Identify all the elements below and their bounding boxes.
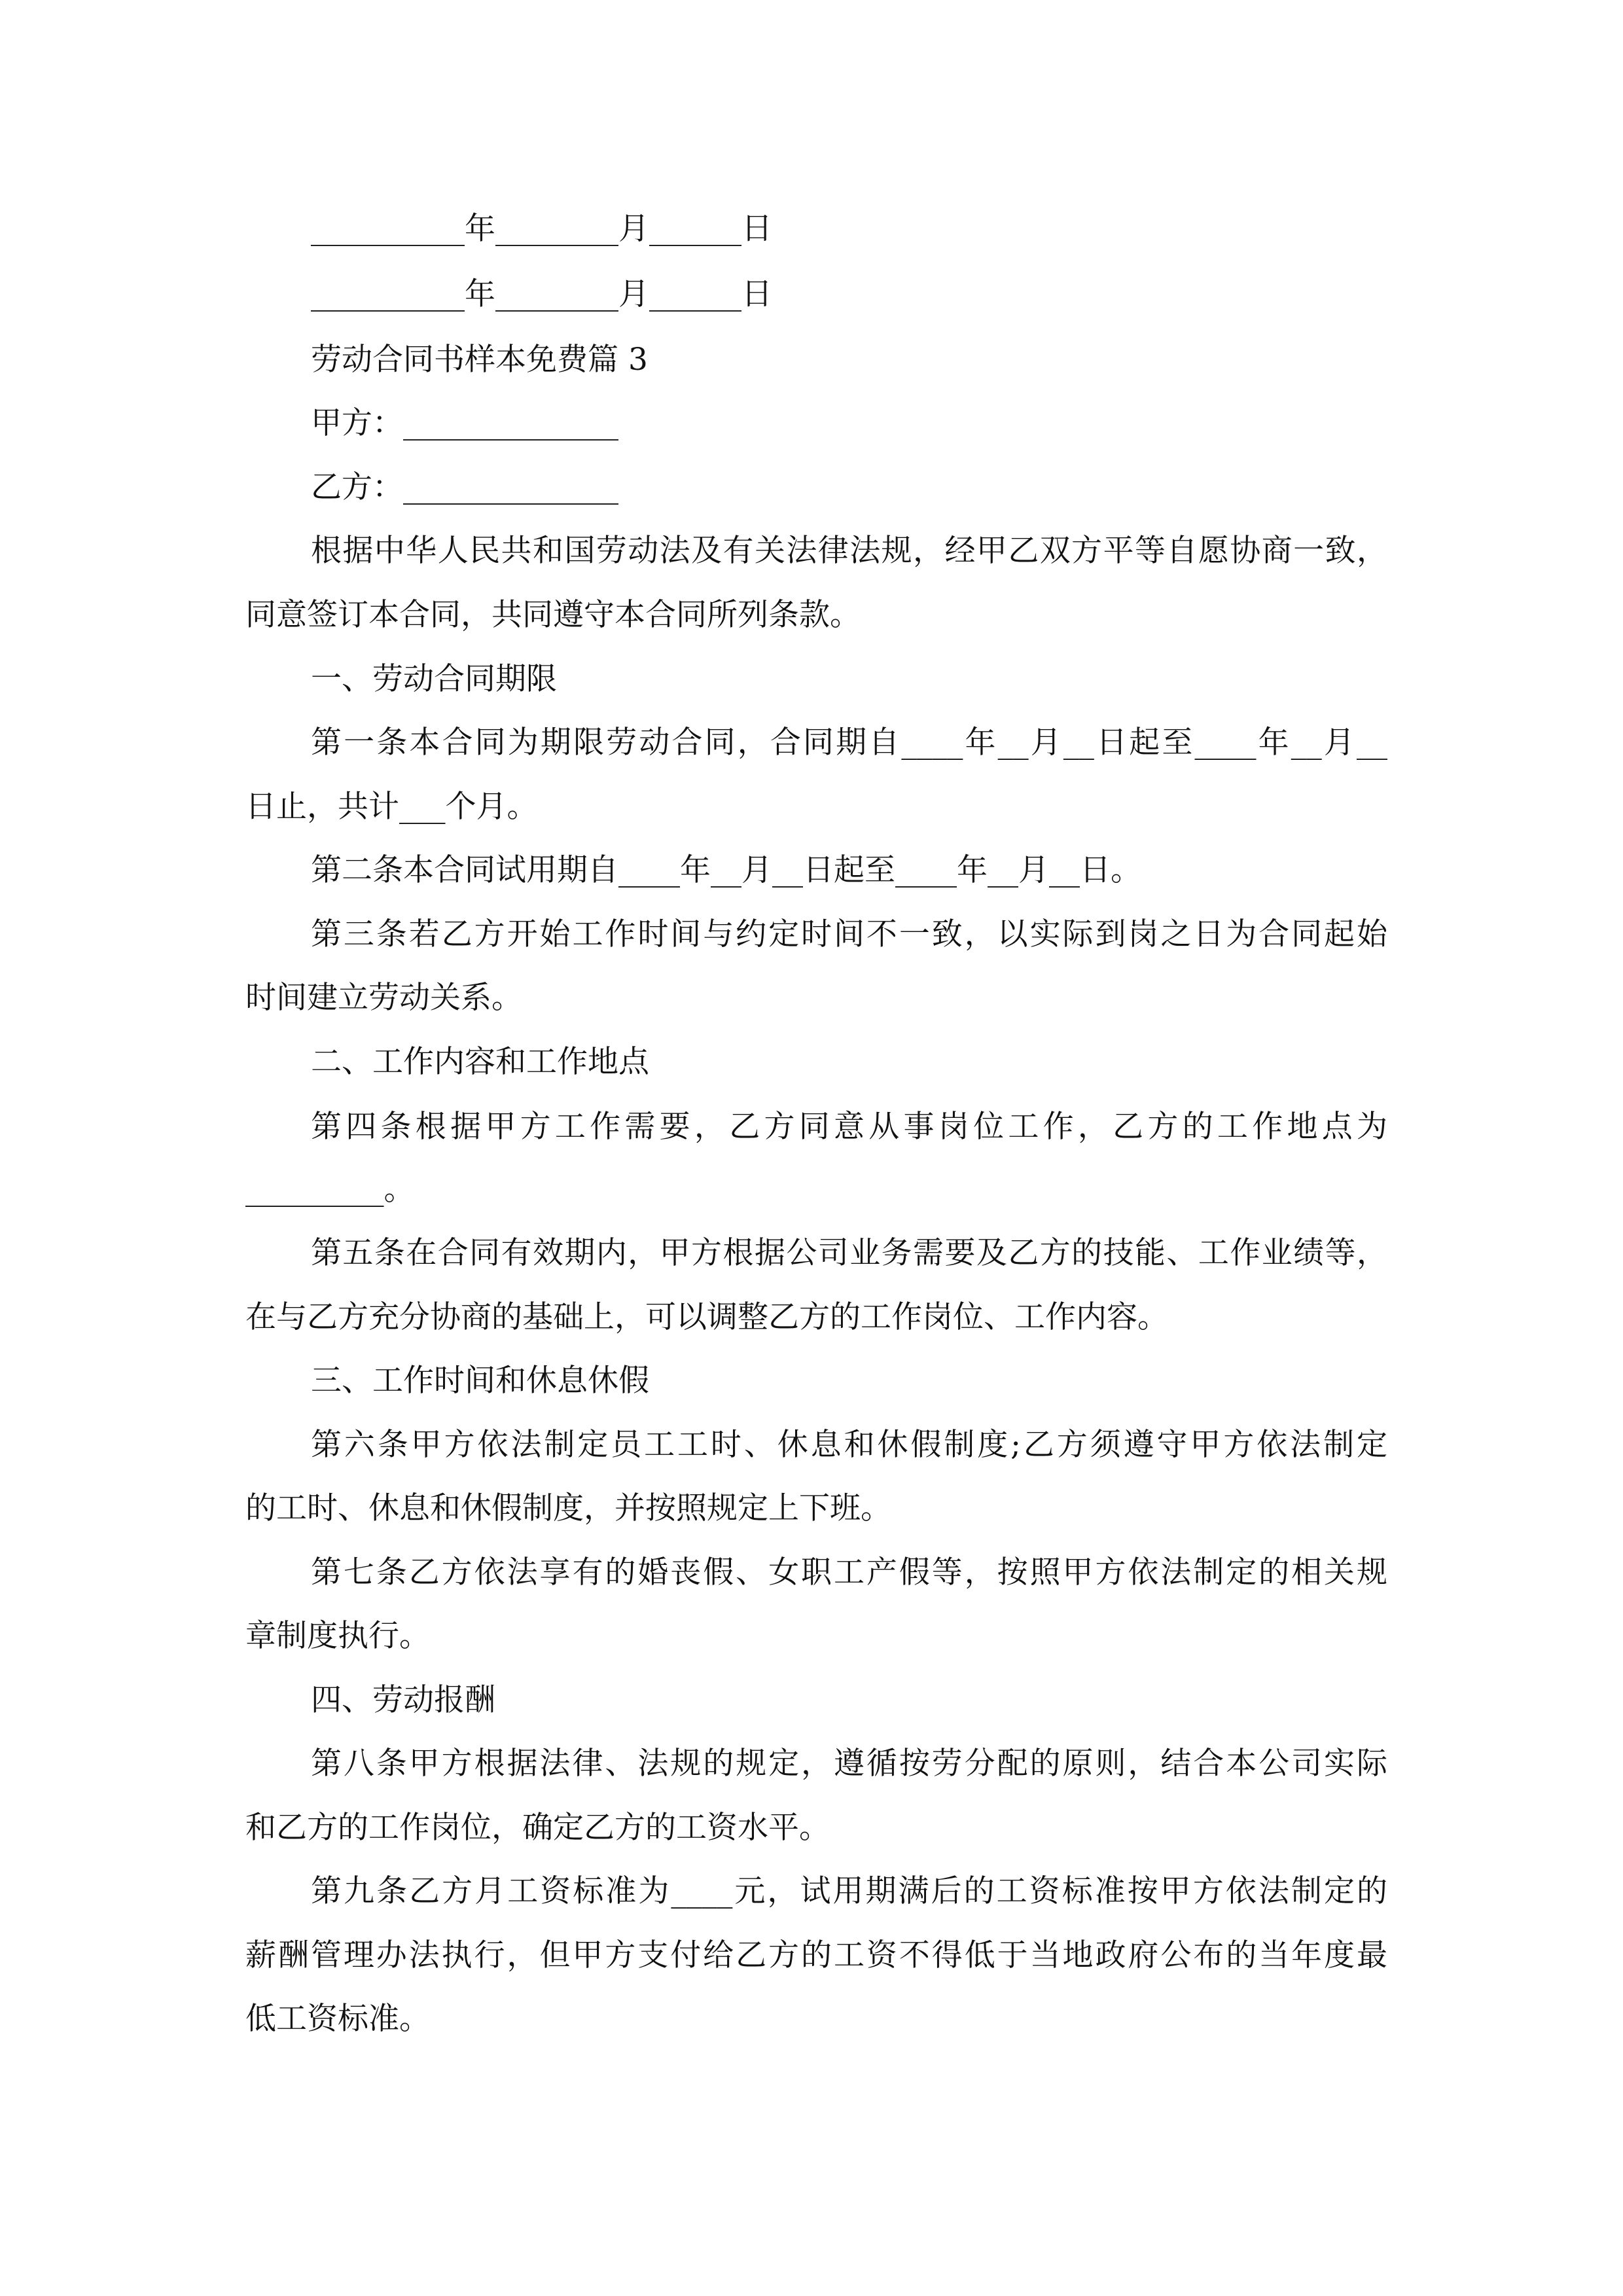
paragraph-line: _________。: [245, 1172, 415, 1208]
paragraph-line: 根据中华人民共和国劳动法及有关法律法规，经甲乙双方平等自愿协商一致，: [311, 533, 1387, 569]
paragraph-line: 第五条在合同有效期内，甲方根据公司业务需要及乙方的技能、工作业绩等，: [311, 1235, 1387, 1271]
paragraph-line: 第三条若乙方开始工作时间与约定时间不一致，以实际到岗之日为合同起始: [311, 916, 1387, 952]
paragraph-line: 在与乙方充分协商的基础上，可以调整乙方的工作岗位、工作内容。: [245, 1299, 1168, 1335]
paragraph-line: 第一条本合同为期限劳动合同，合同期自____年__月__日起至____年__月__: [311, 725, 1387, 761]
paragraph-line: 低工资标准。: [245, 2001, 430, 2037]
paragraph-line: 时间建立劳动关系。: [245, 980, 522, 1016]
paragraph-line: 日止，共计___个月。: [245, 789, 538, 825]
party-a-line: 甲方：______________: [311, 405, 618, 441]
paragraph-line: 第四条根据甲方工作需要，乙方同意从事岗位工作，乙方的工作地点为: [311, 1109, 1387, 1145]
paragraph-line: 第八条甲方根据法律、法规的规定，遵循按劳分配的原则，结合本公司实际: [311, 1746, 1387, 1782]
date-line-2: __________年________月______日: [311, 276, 772, 312]
paragraph-line: 第九条乙方月工资标准为____元，试用期满后的工资标准按甲方依法制定的: [311, 1873, 1387, 1909]
paragraph-line: 和乙方的工作岗位，确定乙方的工资水平。: [245, 1810, 830, 1846]
heading-hours: 三、工作时间和休息休假: [311, 1363, 649, 1399]
paragraph-line: 第二条本合同试用期自____年__月__日起至____年__月__日。: [311, 852, 1141, 888]
heading-pay: 四、劳动报酬: [311, 1682, 495, 1718]
date-line-1: __________年________月______日: [311, 211, 772, 247]
paragraph-line: 薪酬管理办法执行，但甲方支付给乙方的工资不得低于当地政府公布的当年度最: [245, 1937, 1387, 1973]
paragraph-line: 第六条甲方依法制定员工工时、休息和休假制度;乙方须遵守甲方依法制定: [311, 1427, 1387, 1463]
party-b-line: 乙方：______________: [311, 469, 618, 505]
paragraph-line: 第七条乙方依法享有的婚丧假、女职工产假等，按照甲方依法制定的相关规: [311, 1554, 1387, 1590]
heading-term: 一、劳动合同期限: [311, 661, 557, 697]
heading-work: 二、工作内容和工作地点: [311, 1044, 649, 1080]
paragraph-line: 同意签订本合同，共同遵守本合同所列条款。: [245, 597, 861, 633]
paragraph-line: 章制度执行。: [245, 1618, 430, 1654]
paragraph-line: 的工时、休息和休假制度，并按照规定上下班。: [245, 1490, 891, 1526]
section-title: 劳动合同书样本免费篇 3: [311, 342, 648, 378]
